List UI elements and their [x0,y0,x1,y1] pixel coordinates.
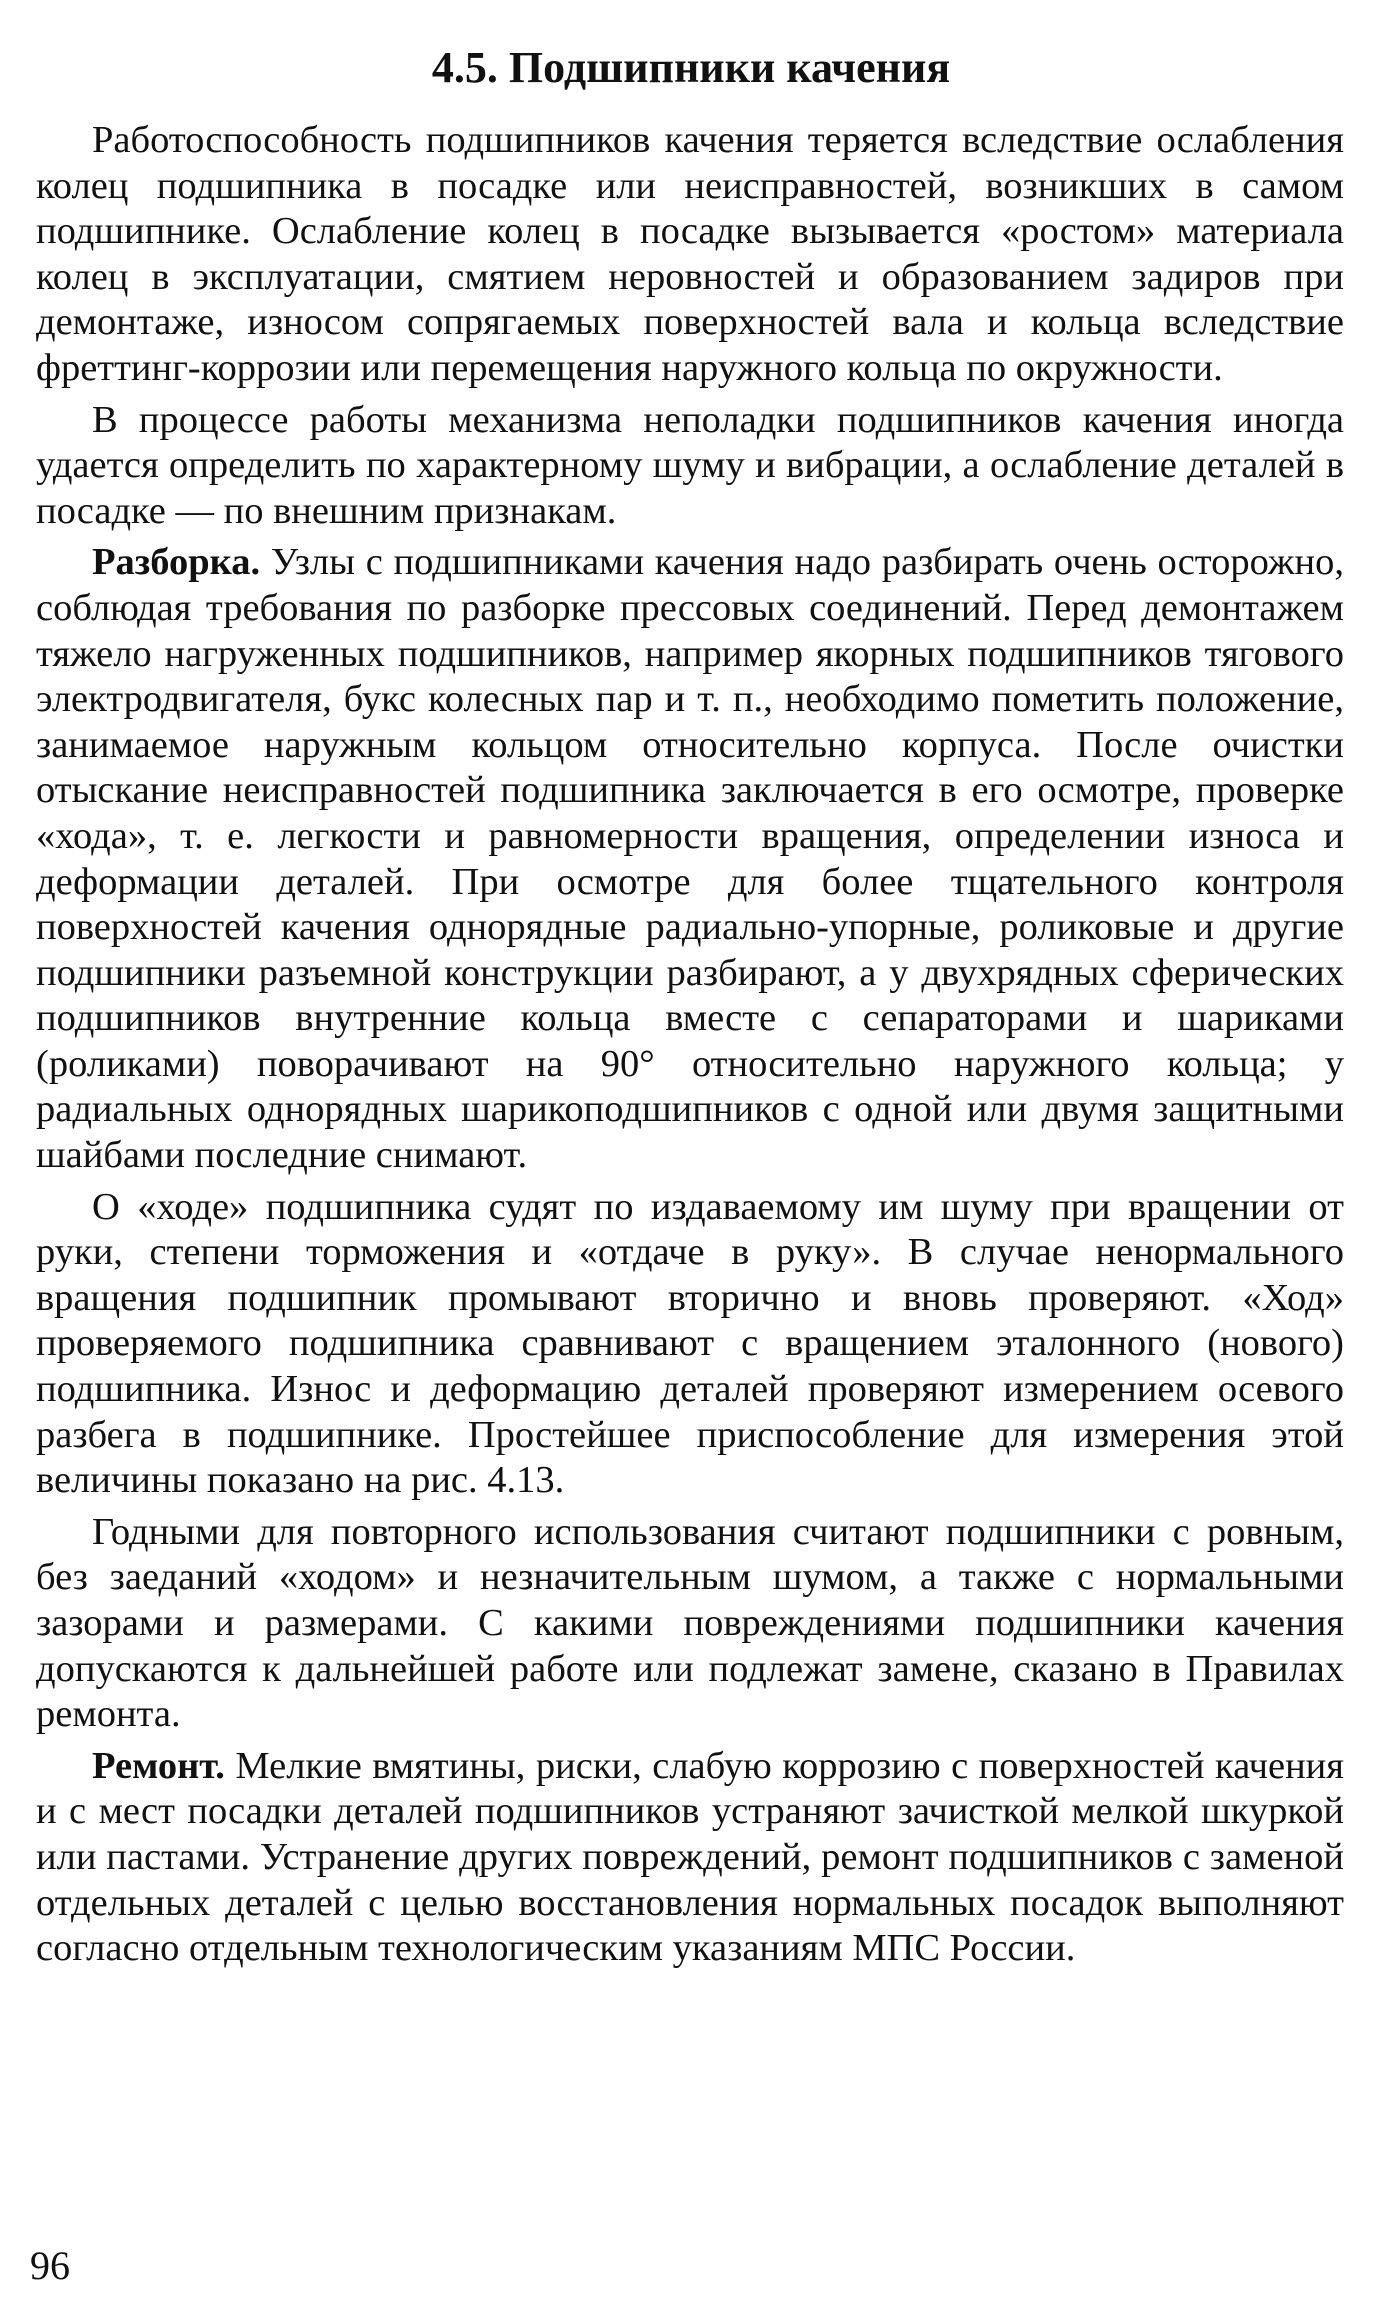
body-text [36,118,1344,1978]
page-number: 96 [30,2243,70,2288]
paragraph-5 [36,1510,1344,1738]
paragraph-text: Годными для повторного использования считают подшипники с ровным, без заеданий «ходом» и незначительным шумом, а также с нормальными зазорами и размерами. С какими повреждениями подшипники качения допускаются к дальнейшей работе или подлежат замене, сказано в Правилах ремонта. [36,1510,1344,1736]
paragraph-4 [36,1185,1344,1504]
section-title: 4.5. Подшипники качения [431,43,951,92]
paragraph-2 [36,398,1344,535]
paragraph-repair [36,1744,1344,1972]
paragraph-lead-disassembly: Разборка. [92,541,261,584]
paragraph-text: В процессе работы механизма неполадки подшипников качения иногда удается определить по характерному шуму и вибрации, а ослабление деталей в посадке — по внешним признакам. [36,398,1344,532]
paragraph-text: Работоспособность подшипников качения теряется вследствие ослабления колец подшипника в посадке или неисправностей, возникших в самом подшипнике. Ослабление колец в посадке вызывается «ростом» материала колец в эксплуатации, смятием неровностей и образованием задиров при демонтаже, износом сопрягаемых поверхностей вала и кольца вследствие фреттинг-коррозии или перемещения наружного кольца по окружности. [36,119,1344,389]
paragraph-text: О «ходе» подшипника судят по издаваемому им шуму при вращении от руки, степени торможения и «отдаче в руку». В случае ненормального вращения подшипник промывают вторично и вновь проверяют. «Ход» проверяемого подшипника сравнивают с вращением эталонного (нового) подшипника. Износ и деформацию деталей проверяют измерением осевого разбега в подшипнике. Простейшее приспособление для измерения этой величины показано на рис. 4.13. [36,1185,1344,1502]
paragraph-disassembly [36,540,1344,1178]
paragraph-text: Мелкие вмятины, риски, слабую коррозию с поверхностей качения и с мест посадки деталей подшипников устраняют зачисткой мелкой шкуркой или пастами. Устранение других повреждений, ремонт подшипников с заменой отдельных деталей с целью восстановления нормальных посадок выполняют согласно отдельным технологическим указаниям МПС России. [36,1744,1344,1970]
paragraph-text: Узлы с подшипниками качения надо разбирать очень осторожно, соблюдая требования по разборке прессовых соединений. Перед демонтажем тяжело нагруженных подшипников, например якорных подшипников тягового электродвигателя, букс колесных пар и т. п., необходимо пометить положение, занимаемое наружным кольцом относительно корпуса. После очистки отыскание неисправностей подшипника заключается в его осмотре, проверке «хода», т. е. легкости и равномерности вращения, определении износа и деформации деталей. При осмотре для более тщательного контроля поверхностей качения однорядные радиально-упорные, роликовые и другие подшипники разъемной конструкции разбирают, а у двухрядных сферических подшипников внутренние кольца вместе с сепараторами и шариками (роликами) поворачивают на 90° относительно наружного кольца; у радиальных однорядных шарикоподшипников с одной или двумя защитными шайбами последние снимают. [36,541,1344,1177]
paragraph-1 [36,118,1344,392]
paragraph-lead-repair: Ремонт. [92,1744,225,1787]
